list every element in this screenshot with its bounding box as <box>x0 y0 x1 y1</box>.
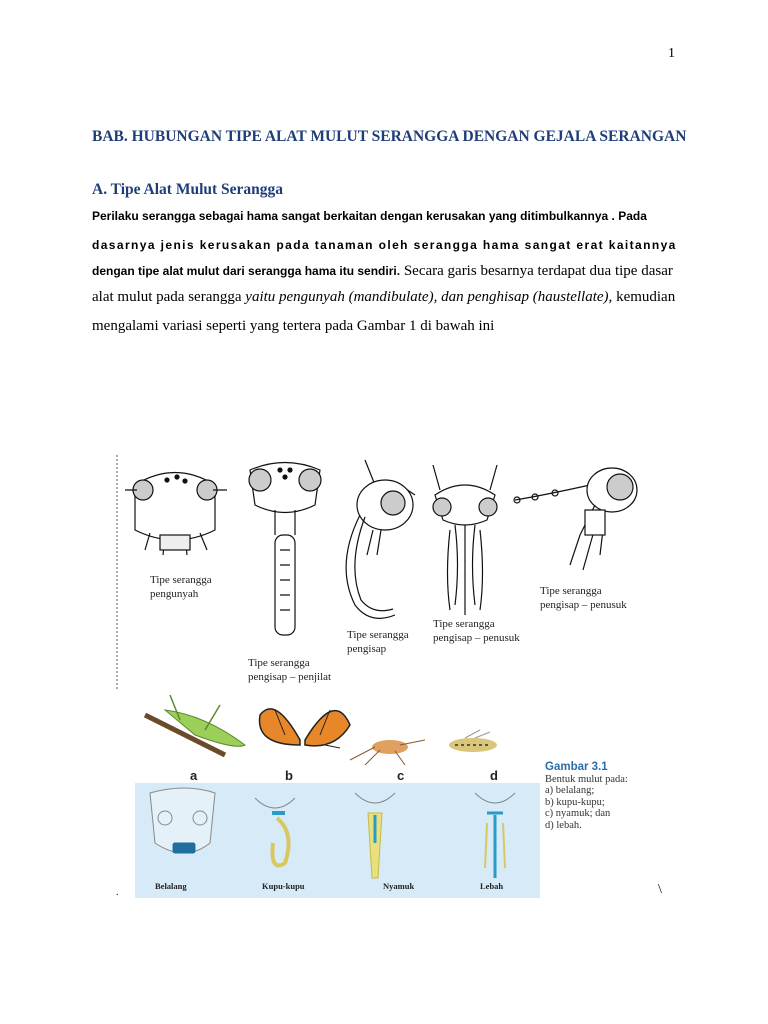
paragraph-line-4-italic: yaitu pengunyah (mandibulate), dan penghisap (haustellate), <box>245 289 613 305</box>
svg-text:Tipe serangga: Tipe serangga <box>433 618 495 630</box>
figure-caption-intro: Bentuk mulut pada: <box>545 773 628 785</box>
figure-caption-item-b: b) kupu-kupu; <box>545 796 605 808</box>
piercing-head-drawing <box>433 465 497 615</box>
figure-caption-item-a: a) belalang; <box>545 785 595 796</box>
paragraph-line-3-serif: Secara garis besarnya terdapat dua tipe dasar <box>400 263 673 279</box>
mouthparts-color-panel <box>135 783 540 898</box>
svg-text:pengisap – penjilat: pengisap – penjilat <box>248 671 332 683</box>
svg-text:pengunyah: pengunyah <box>150 588 199 600</box>
page-number: 1 <box>668 46 675 61</box>
grasshopper-image <box>145 695 245 755</box>
svg-text:Tipe serangga: Tipe serangga <box>347 629 409 641</box>
sponging-caption <box>248 657 331 683</box>
mosquito-image <box>350 740 425 765</box>
butterfly-mouth-drawing <box>255 798 295 866</box>
bee-image <box>449 730 497 752</box>
mosquito-mouth-drawing <box>355 793 395 878</box>
paragraph-line-3-sans: dengan tipe alat mulut dari serangga hama itu sendiri. <box>92 264 401 278</box>
stray-dot: . <box>116 887 119 898</box>
svg-text:pengisap – penusuk: pengisap – penusuk <box>433 632 520 644</box>
paragraph-line-2: dasarnya jenis kerusakan pada tanaman oleh serangga hama sangat erat kaitannya <box>92 238 677 252</box>
label-d: d <box>490 768 498 783</box>
svg-text:Tipe serangga: Tipe serangga <box>248 657 310 669</box>
siphoning-caption <box>347 629 409 655</box>
figure-caption-title: Gambar 3.1 <box>545 761 608 773</box>
svg-text:pengisap: pengisap <box>347 643 387 655</box>
paragraph-line-4-c: kemudian <box>612 289 676 305</box>
grasshopper-mouth-drawing <box>150 788 215 853</box>
mouthparts-line-drawing <box>115 455 645 690</box>
siphoning-head-drawing <box>346 460 415 618</box>
sponging-head-drawing <box>249 463 321 636</box>
stray-backslash: \ <box>658 882 662 897</box>
chapter-title: BAB. HUBUNGAN TIPE ALAT MULUT SERANGGA DENGAN GEJALA SERANGAN <box>92 128 687 145</box>
figure-caption <box>545 762 628 831</box>
paragraph-line-4-a: alat mulut pada serangga <box>92 289 246 305</box>
label-nyamuk: Nyamuk <box>383 881 415 891</box>
label-a: a <box>190 768 198 783</box>
svg-text:pengisap – penusuk: pengisap – penusuk <box>540 599 627 611</box>
butterfly-image <box>260 709 351 748</box>
label-kupu-kupu: Kupu-kupu <box>262 881 305 891</box>
label-c: c <box>397 768 405 783</box>
figure-caption-item-c: c) nyamuk; dan <box>545 808 611 819</box>
figure-caption-item-d: d) lebah. <box>545 819 582 831</box>
chewing-caption <box>150 574 212 600</box>
paragraph-line-3 <box>92 263 673 280</box>
bee-mouth-drawing <box>475 793 515 878</box>
label-lebah: Lebah <box>480 881 504 891</box>
label-belalang: Belalang <box>155 881 187 891</box>
piercing-side-head-drawing <box>514 468 637 570</box>
chewing-head-drawing <box>125 473 227 556</box>
svg-text:Tipe serangga: Tipe serangga <box>150 574 212 586</box>
label-b: b <box>285 768 293 783</box>
paragraph-line-5: mengalami variasi seperti yang tertera pada Gambar 1 di bawah ini <box>92 318 495 334</box>
piercing-side-caption <box>540 585 627 611</box>
section-title: A. Tipe Alat Mulut Serangga <box>92 181 284 198</box>
paragraph-line-1: Perilaku serangga sebagai hama sangat berkaitan dengan kerusakan yang ditimbulkannya . Pada <box>92 209 647 223</box>
svg-text:Tipe serangga: Tipe serangga <box>540 585 602 597</box>
paragraph-line-4 <box>92 289 675 306</box>
piercing-caption <box>433 618 520 644</box>
